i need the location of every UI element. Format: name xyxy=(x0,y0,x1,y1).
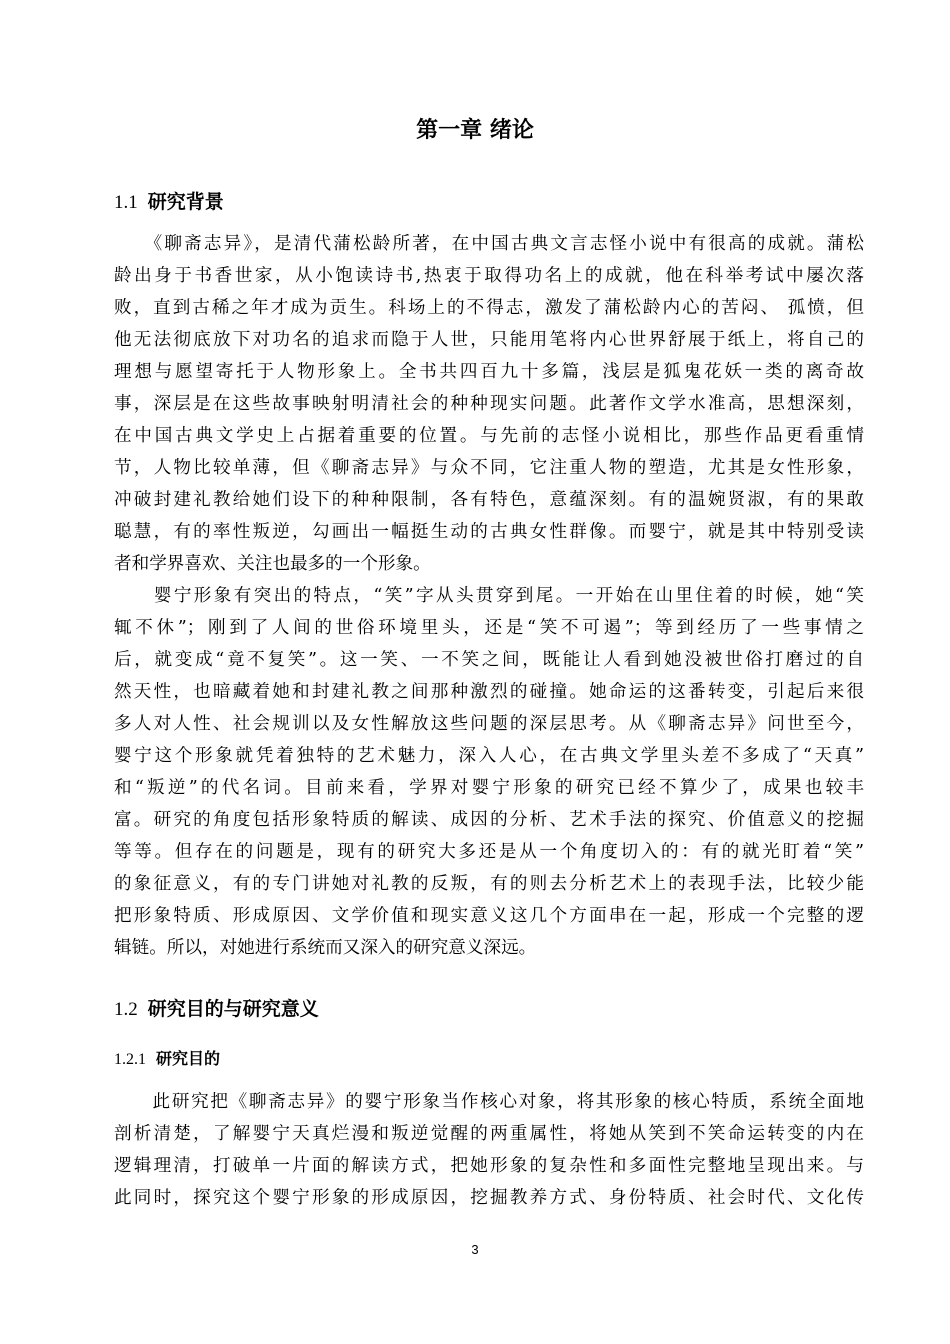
paragraph-line: 剖析清楚，了解婴宁天真烂漫和叛逆觉醒的两重属性，将她从笑到不笑命运转变的内在 xyxy=(114,1124,864,1144)
paragraph-line: 此研究把《聊斋志异》的婴宁形象当作核心对象，将其形象的核心特质，系统全面地 xyxy=(114,1092,864,1112)
paragraph-line: 富。研究的角度包括形象特质的解读、成因的分析、艺术手法的探究、价值意义的挖掘 xyxy=(114,810,864,830)
subsection-title: 研究目的 xyxy=(156,1049,221,1068)
section-number: 1.2 xyxy=(114,999,138,1020)
subsection-number: 1.2.1 xyxy=(114,1051,146,1068)
paragraph-background-2 xyxy=(114,580,864,964)
paragraph-line: 多人对人性、社会规训以及女性解放这些问题的深层思考。从《聊斋志异》问世至今， xyxy=(114,714,864,734)
paragraph-line: 者和学界喜欢、关注也最多的一个形象。 xyxy=(114,554,431,574)
section-number: 1.1 xyxy=(114,192,138,213)
paragraph-line: 节，人物比较单薄，但《聊斋志异》与众不同，它注重人物的塑造，尤其是女性形象， xyxy=(114,458,864,478)
paragraph-line: 然天性，也暗藏着她和封建礼教之间那种激烈的碰撞。她命运的这番转变，引起后来很 xyxy=(114,682,864,702)
section-heading-1-1 xyxy=(114,186,224,219)
chapter-title: 第一章 绪论 xyxy=(416,118,534,143)
paragraph-line: 逻辑理清，打破单一片面的解读方式，把她形象的复杂性和多面性完整地呈现出来。与 xyxy=(114,1156,864,1176)
paragraph-line: 辄不休”；刚到了人间的世俗环境里头，还是“笑不可遏”；等到经历了一些事情之 xyxy=(114,618,864,638)
paragraph-line: 此同时，探究这个婴宁形象的形成原因，挖掘教养方式、身份特质、社会时代、文化传 xyxy=(114,1188,864,1208)
paragraph-line: 理想与愿望寄托于人物形象上。全书共四百九十多篇，浅层是狐鬼花妖一类的离奇故 xyxy=(114,362,864,382)
paragraph-line: 冲破封建礼教给她们设下的种种限制，各有特色，意蕴深刻。有的温婉贤淑，有的果敢 xyxy=(114,490,864,510)
paragraph-line: 和“叛逆”的代名词。目前来看，学界对婴宁形象的研究已经不算少了，成果也较丰 xyxy=(114,778,864,798)
paragraph-line: 他无法彻底放下对功名的追求而隐于人世，只能用笔将内心世界舒展于纸上，将自己的 xyxy=(114,330,864,350)
paragraph-line: 婴宁这个形象就凭着独特的艺术魅力，深入人心，在古典文学里头差不多成了“天真” xyxy=(114,746,864,766)
paragraph-line: 《聊斋志异》，是清代蒲松龄所著，在中国古典文言志怪小说中有很高的成就。蒲松 xyxy=(114,234,864,254)
paragraph-line: 败，直到古稀之年才成为贡生。科场上的不得志，激发了蒲松龄内心的苦闷、 孤愤，但 xyxy=(114,298,864,318)
paragraph-purpose xyxy=(114,1086,864,1214)
paragraph-background-1 xyxy=(114,228,864,580)
paragraph-line: 辑链。所以，对她进行系统而又深入的研究意义深远。 xyxy=(114,938,537,958)
paragraph-line: 的象征意义，有的专门讲她对礼教的反叛，有的则去分析艺术上的表现手法，比较少能 xyxy=(114,874,864,894)
section-title: 研究目的与研究意义 xyxy=(147,998,319,1020)
page-number: 3 xyxy=(471,1242,479,1257)
paragraph-line: 婴宁形象有突出的特点，“笑”字从头贯穿到尾。一开始在山里住着的时候，她“笑 xyxy=(114,586,864,606)
paragraph-line: 龄出身于书香世家，从小饱读诗书,热衷于取得功名上的成就，他在科举考试中屡次落 xyxy=(114,266,864,286)
subsection-heading-1-2-1 xyxy=(114,1045,220,1074)
section-heading-1-2 xyxy=(114,993,319,1026)
section-title: 研究背景 xyxy=(147,191,224,213)
paragraph-line: 后，就变成“竟不复笑”。这一笑、一不笑之间，既能让人看到她没被世俗打磨过的自 xyxy=(114,650,864,670)
paragraph-line: 在中国古典文学史上占据着重要的位置。与先前的志怪小说相比，那些作品更看重情 xyxy=(114,426,864,446)
paragraph-line: 聪慧，有的率性叛逆，勾画出一幅挺生动的古典女性群像。而婴宁，就是其中特别受读 xyxy=(114,522,864,542)
paragraph-line: 把形象特质、形成原因、文学价值和现实意义这几个方面串在一起，形成一个完整的逻 xyxy=(114,906,864,926)
paragraph-line: 事，深层是在这些故事映射明清社会的种种现实问题。此著作文学水准高，思想深刻， xyxy=(114,394,864,414)
paragraph-line: 等等。但存在的问题是，现有的研究大多还是从一个角度切入的：有的就光盯着“笑” xyxy=(114,842,864,862)
